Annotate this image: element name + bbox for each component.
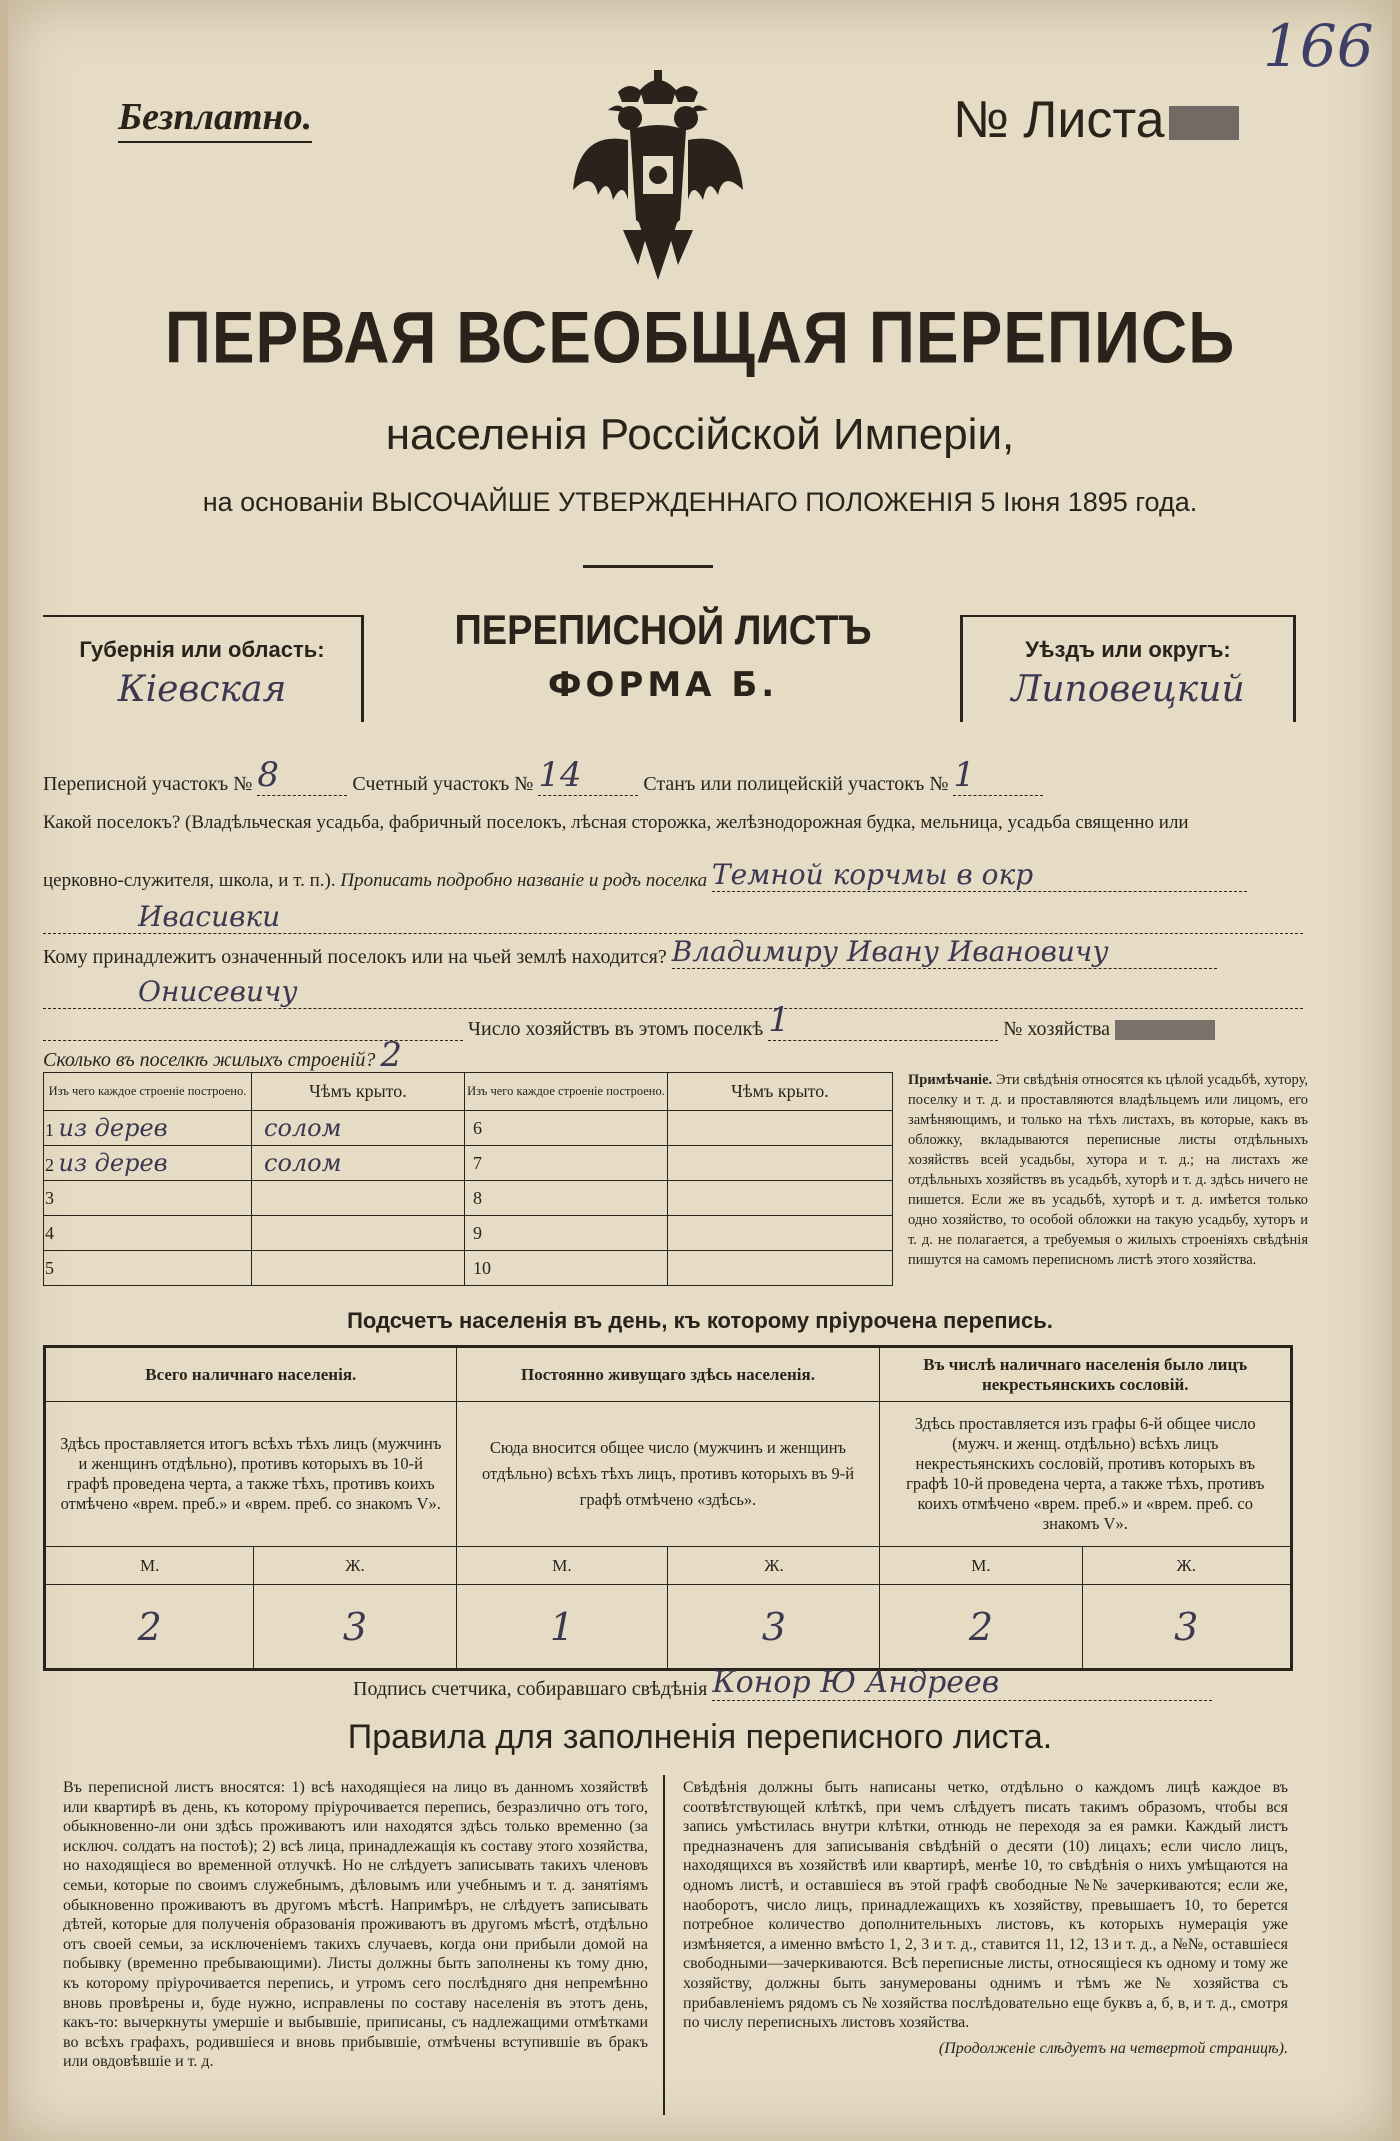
roof-cell-7[interactable] bbox=[668, 1146, 893, 1181]
uchastok-value[interactable]: 8 bbox=[257, 755, 347, 796]
rules-continued: (Продолженіе слѣдуетъ на четвертой страницѣ). bbox=[938, 2039, 1288, 2057]
form-name: ФОРМА Б. bbox=[547, 665, 779, 705]
schetny-label: Счетный участокъ № bbox=[352, 773, 534, 795]
permanent-population-header: Постоянно живущаго здѣсь населенія. bbox=[456, 1347, 880, 1402]
table-row bbox=[44, 1216, 893, 1251]
poselok-line bbox=[43, 812, 1189, 834]
households-value[interactable]: 1 bbox=[768, 1000, 998, 1041]
stan-value[interactable]: 1 bbox=[953, 755, 1043, 796]
roof-cell-9[interactable] bbox=[668, 1216, 893, 1251]
signature-label: Подпись счетчика, собиравшаго свѣдѣнія bbox=[353, 1678, 708, 1700]
permanent-male-value[interactable]: 1 bbox=[456, 1585, 668, 1670]
table-row bbox=[44, 1146, 893, 1181]
building-cell-6[interactable]: 6 bbox=[465, 1111, 668, 1146]
roof-cell-5[interactable] bbox=[252, 1251, 465, 1286]
household-no-scribble bbox=[1115, 1020, 1215, 1040]
households-label: Число хозяйствъ въ этомъ поселкѣ bbox=[468, 1018, 764, 1040]
population-count-table bbox=[43, 1345, 1293, 1671]
uezd-box bbox=[960, 615, 1296, 722]
basis-date: 5 Іюня 1895 года. bbox=[980, 487, 1198, 517]
owner-value-1[interactable]: Владимиру Ивану Ивановичу bbox=[672, 935, 1217, 969]
non-peasant-female-value[interactable]: 3 bbox=[1082, 1585, 1292, 1670]
owner-value-2[interactable]: Онисевичу bbox=[43, 975, 1303, 1009]
buildings-value[interactable]: 2 bbox=[380, 1035, 403, 1075]
rules-divider bbox=[663, 1775, 665, 2115]
m-label: М. bbox=[45, 1547, 254, 1585]
building-cell-7[interactable]: 7 bbox=[465, 1146, 668, 1181]
note-text: Эти свѣдѣнія относятся къ цѣлой усадьбѣ, хутору, поселку и т. д. и проставляются владѣльцемъ или лицомъ, его замѣняющимъ, и только на тѣхъ листахъ, въ которые, какъ въ обложку, вкладываются переписные листы отдѣльныхъ хозяйствъ всей усадьбы, хутора и т. д.; на листахъ же отдѣльныхъ хозяйствъ въ усадьбѣ, хуторѣ и т. д. здѣсь ничего не пишется. Если же въ усадьбѣ, хуторѣ и т. д. имѣется только одно хозяйство, то особой обложки на такую усадьбу, хуторъ и т. д. не полагается, а требуемыя о жилыхъ строеніяхъ свѣдѣнія пишутся на самомъ переписномъ листѣ этого хозяйства. bbox=[908, 1072, 1309, 1268]
f-label: Ж. bbox=[254, 1547, 456, 1585]
poselok-hint-2: церковно-служителя, школа, и т. п.). bbox=[43, 870, 336, 891]
m-label: М. bbox=[880, 1547, 1082, 1585]
census-basis bbox=[8, 487, 1392, 518]
poselok-value-2[interactable]: Ивасивки bbox=[43, 900, 1303, 934]
permanent-female-value[interactable]: 3 bbox=[668, 1585, 880, 1670]
poselok-hint-3: Прописать подробно названіе и родъ поселка bbox=[340, 870, 708, 891]
row-number: 2 bbox=[45, 1155, 54, 1175]
building-cell-4[interactable]: 4 bbox=[44, 1216, 252, 1251]
form-heading: ПЕРЕПИСНОЙ ЛИСТЪ bbox=[454, 607, 872, 655]
schetny-value[interactable]: 14 bbox=[538, 755, 638, 796]
table-row bbox=[44, 1181, 893, 1216]
archive-number: 166 bbox=[1263, 12, 1374, 80]
roof-cell-10[interactable] bbox=[668, 1251, 893, 1286]
note-lead: Примѣчаніе. bbox=[908, 1072, 993, 1088]
f-label: Ж. bbox=[668, 1547, 880, 1585]
census-form-page bbox=[8, 0, 1392, 2141]
building-cell-3[interactable]: 3 bbox=[44, 1181, 252, 1216]
buildings-table bbox=[43, 1072, 893, 1286]
m-label: М. bbox=[456, 1547, 668, 1585]
poselok-value-1[interactable]: Темной корчмы в окр bbox=[712, 858, 1247, 892]
roof-cell-6[interactable] bbox=[668, 1111, 893, 1146]
rules-left-column: Въ переписной листъ вносятся: 1) всѣ находящіеся на лицо въ данномъ хозяйствѣ или квартирѣ въ день, къ которому пріурочивается перепись, безразлично отъ того, обыкновенно-ли они здѣсь проживаютъ или находятся здѣсь только временно (за исключ. солдатъ на постоѣ); 2) всѣ лица, принадлежащія къ составу этого хозяйства, но находящіеся во временной отлучкѣ. Но не слѣдуетъ записывать такихъ членовъ семьи, которые по своимъ служебнымъ, дѣловымъ или учебнымъ и т. д. занятіямъ обыкновенно проживаютъ въ другомъ мѣстѣ. Напримѣръ, не слѣдуетъ записывать дѣтей, которые для полученія образованія проживаютъ въ другомъ мѣстѣ, отдѣльно отъ своей семьи, за исключеніемъ такихъ случаевъ, когда они прибыли домой на побывку (временно пребывающими). Листы должны быть заполнены къ тому дню, къ которому пріурочивается перепись, и утромъ сего послѣдняго дня непремѣнно вновь провѣрены и, буде нужно, исправлены по составу населенія въ этотъ день, какъ-то: вычеркнуты умершіе и выбывшіе, приписаны, съ надлежащими отмѣтками во всѣхъ графахъ, родившіеся и вновь прибывшіе, отмѣчены вступившіе въ бракъ или овдовѣвшіе и т. д. bbox=[63, 1779, 648, 2071]
building-cell-5[interactable]: 5 bbox=[44, 1251, 252, 1286]
f-label: Ж. bbox=[1082, 1547, 1292, 1585]
gubernia-label: Губернія или область: bbox=[79, 637, 325, 662]
non-peasant-header: Въ числѣ наличнаго населенія было лицъ некрестьянскихъ сословій. bbox=[880, 1347, 1292, 1402]
non-peasant-desc: Здѣсь проставляется изъ графы 6-й общее число (мужч. и женщ. отдѣльно) всѣхъ лицъ некрестьянскихъ сословій, противъ которыхъ въ графѣ 10-й проведена черта, а также тѣхъ, противъ коихъ отмѣчено «врем. преб.» и «врем. преб. со знакомъ V». bbox=[880, 1402, 1292, 1547]
free-label: Безплатно. bbox=[118, 95, 312, 143]
basis-caps: ВЫСОЧАЙШЕ УТВЕРЖДЕННАГО ПОЛОЖЕНІЯ bbox=[371, 487, 973, 517]
building-cell-1[interactable] bbox=[44, 1111, 252, 1146]
table-row bbox=[44, 1111, 893, 1146]
owner-line bbox=[43, 935, 1217, 969]
building-cell-8[interactable]: 8 bbox=[465, 1181, 668, 1216]
title-divider bbox=[583, 565, 713, 568]
table-row bbox=[44, 1251, 893, 1286]
roof-cell-3[interactable] bbox=[252, 1181, 465, 1216]
census-subtitle: населенія Россійской Имперіи, bbox=[385, 410, 1015, 459]
signature-value[interactable]: Конор Ю Андреев bbox=[712, 1665, 1212, 1701]
roof-cell-8[interactable] bbox=[668, 1181, 893, 1216]
roof-header-left: Чѣмъ крыто. bbox=[252, 1073, 465, 1111]
non-peasant-male-value[interactable]: 2 bbox=[880, 1585, 1082, 1670]
material-value: из дерев bbox=[58, 1114, 168, 1142]
owner-label: Кому принадлежитъ означенный поселокъ или на чьей землѣ находится? bbox=[43, 946, 667, 968]
uchastok-line bbox=[43, 755, 1043, 796]
total-male-value[interactable]: 2 bbox=[45, 1585, 254, 1670]
uezd-label: Уѣздъ или округъ: bbox=[1025, 637, 1231, 662]
double-headed-eagle-icon bbox=[568, 70, 748, 285]
gubernia-value[interactable]: Кіевская bbox=[117, 669, 287, 710]
material-value: из дерев bbox=[58, 1149, 168, 1177]
buildings-note bbox=[908, 1070, 1308, 1270]
sheet-number-label: № Листа bbox=[953, 91, 1165, 149]
basis-prefix: на основаніи bbox=[202, 487, 364, 517]
rules-right-column bbox=[683, 1778, 1288, 2058]
poselok-label: Какой поселокъ? bbox=[43, 812, 181, 833]
stan-label: Станъ или полицейскій участокъ № bbox=[643, 773, 949, 795]
buildings-label: Сколько въ поселкѣ жилыхъ строеній? bbox=[43, 1049, 376, 1071]
total-population-desc: Здѣсь проставляется итогъ всѣхъ тѣхъ лицъ (мужчинъ и женщинъ отдѣльно), противъ которыхъ въ 10-й графѣ проведена черта, а также тѣхъ, противъ коихъ отмѣчено «врем. преб.» и «врем. преб. со знакомъ V». bbox=[45, 1402, 457, 1547]
roof-header-right: Чѣмъ крыто. bbox=[668, 1073, 893, 1111]
uchastok-label: Переписной участокъ № bbox=[43, 773, 253, 795]
poselok-hint: (Владѣльческая усадьба, фабричный поселокъ, лѣсная сторожка, желѣзнодорожная будка, мельница, усадьба священно или bbox=[185, 812, 1189, 833]
census-title: ПЕРВАЯ ВСЕОБЩАЯ ПЕРЕПИСЬ bbox=[164, 295, 1236, 379]
building-cell-10[interactable]: 10 bbox=[465, 1251, 668, 1286]
gubernia-box bbox=[43, 615, 364, 722]
total-population-header: Всего наличнаго населенія. bbox=[45, 1347, 457, 1402]
material-header-right: Изъ чего каждое строеніе построено. bbox=[465, 1073, 668, 1111]
poselok-line-2 bbox=[43, 858, 1247, 892]
roof-cell-4[interactable] bbox=[252, 1216, 465, 1251]
signature-line bbox=[353, 1665, 1212, 1701]
uezd-value[interactable]: Липовецкий bbox=[1011, 669, 1245, 710]
permanent-population-desc: Сюда вносится общее число (мужчинъ и женщинъ отдѣльно) всѣхъ тѣхъ лицъ, противъ которыхъ въ 9-й графѣ отмѣчено «здѣсь». bbox=[456, 1402, 880, 1547]
total-female-value[interactable]: 3 bbox=[254, 1585, 456, 1670]
roof-value[interactable]: солом bbox=[252, 1146, 465, 1181]
poselok-line-3 bbox=[43, 900, 1303, 934]
row-number: 1 bbox=[45, 1120, 54, 1140]
building-cell-2[interactable] bbox=[44, 1146, 252, 1181]
rules-right-text: Свѣдѣнія должны быть написаны четко, отдѣльно о каждомъ лицѣ каждое въ соотвѣтствующей клѣткѣ, при чемъ слѣдуетъ писать такимъ образомъ, чтобы вся запись умѣстилась внутри клѣтки, отнюдь не переходя за ея рамки. Каждый листъ предназначенъ для записыванія свѣдѣній о десяти (10) лицахъ; если число лицъ, находящихся въ хозяйствѣ или квартирѣ, менѣе 10, то свѣдѣнія о нихъ умѣщаются на одномъ листѣ, и оставшіеся въ этой графѣ свободные №№ зачеркиваются; если же, наоборотъ, число лицъ, принадлежащихъ къ хозяйству, превышаетъ 10, то берется потребное количество дополнительныхъ листовъ, къ которыхъ нумерація уже измѣняется, а именно вмѣсто 1, 2, 3 и т. д., ставится 11, 12, 13 и т. д., а №№, оставшіеся свободными—зачеркиваются. Всѣ переписные листы, относящіеся къ одному и тому же хозяйству, должны быть занумерованы однимъ и тѣмъ же № хозяйства съ прибавленіемъ рядомъ съ № хозяйства послѣдовательно еще буквъ а, б, в, и т. д., смотря по числу переписныхъ листовъ хозяйства. bbox=[683, 1779, 1288, 2032]
material-header-left: Изъ чего каждое строеніе построено. bbox=[44, 1073, 252, 1111]
buildings-line bbox=[43, 1035, 402, 1075]
household-no-label: № хозяйства bbox=[1003, 1018, 1111, 1040]
sheet-number bbox=[953, 90, 1239, 150]
rules-heading: Правила для заполненія переписного листа. bbox=[347, 1718, 1053, 1756]
sheet-number-scribble bbox=[1169, 106, 1239, 140]
roof-value[interactable]: солом bbox=[252, 1111, 465, 1146]
population-count-heading: Подсчетъ населенія въ день, къ которому пріурочена перепись. bbox=[347, 1308, 1053, 1333]
building-cell-9[interactable]: 9 bbox=[465, 1216, 668, 1251]
